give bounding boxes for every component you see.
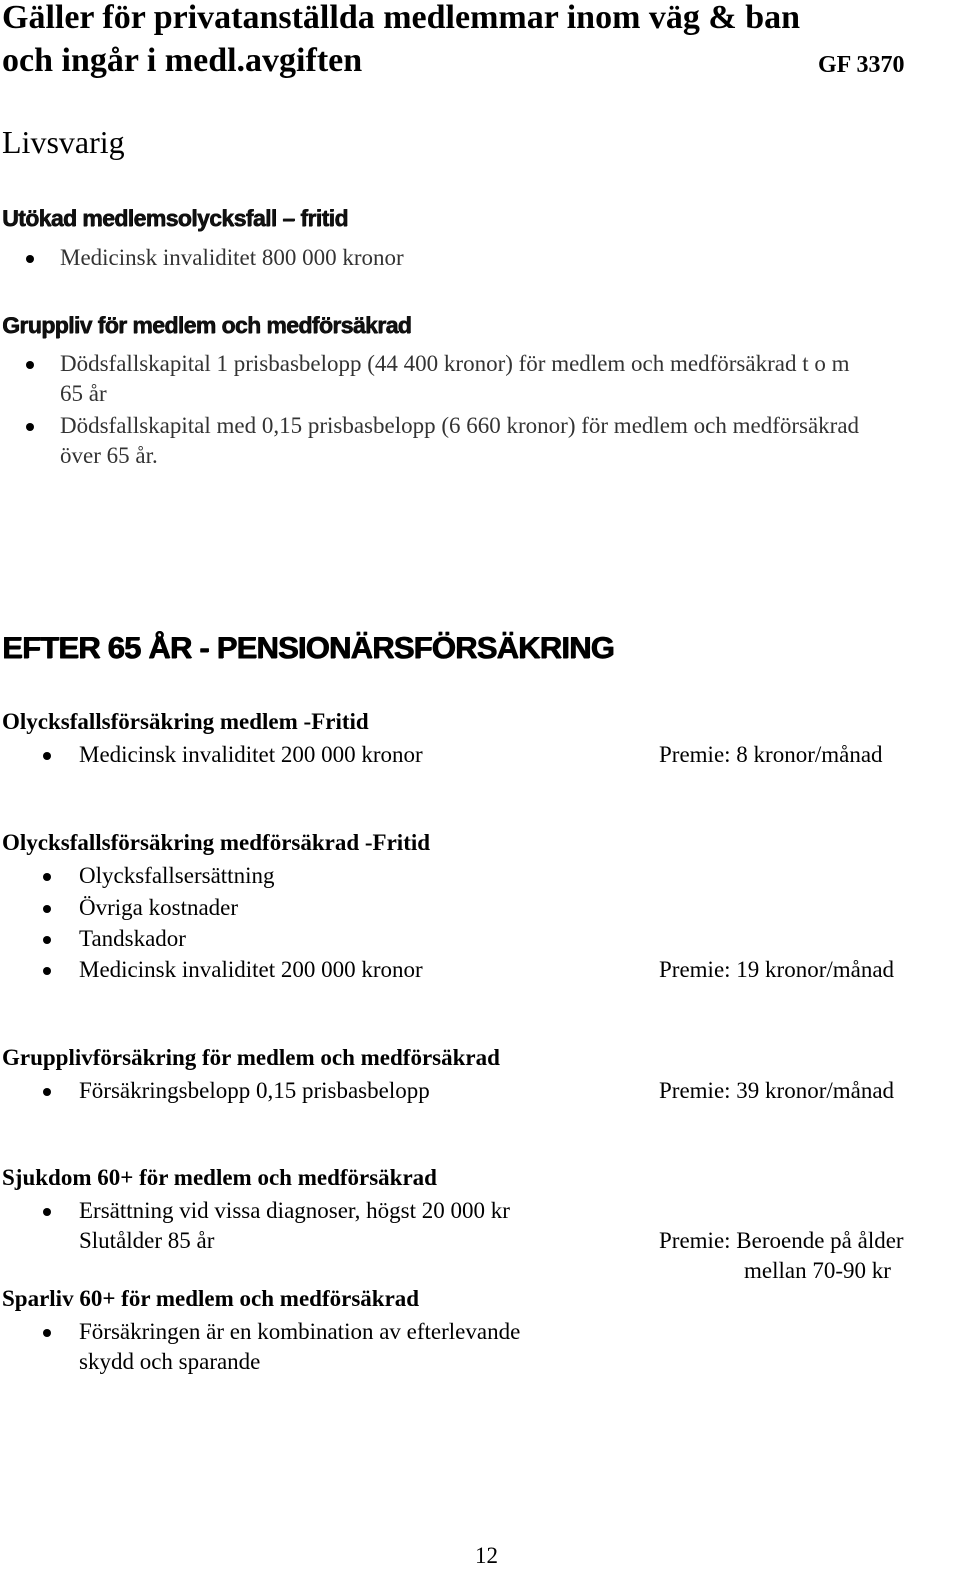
bullet bbox=[26, 423, 34, 431]
livsvarig-label: Livsvarig bbox=[2, 124, 125, 160]
sjukdom-item: Ersättning vid vissa diagnoser, högst 20 000 kr bbox=[79, 1198, 510, 1223]
gruppliv-heading: Gruppliv för medlem och medförsäkrad bbox=[2, 312, 412, 338]
bullet bbox=[26, 361, 34, 369]
sparliv-heading: Sparliv 60+ för medlem och medförsäkrad bbox=[2, 1286, 420, 1311]
olycks-medforsakrad-item: Olycksfallsersättning bbox=[79, 863, 275, 888]
bullet bbox=[43, 752, 51, 760]
bullet bbox=[43, 1208, 51, 1216]
bullet bbox=[43, 967, 51, 975]
olycks-medlem-premium: Premie: 8 kronor/månad bbox=[659, 742, 883, 767]
olycks-medforsakrad-item: Tandskador bbox=[79, 926, 186, 951]
bullet bbox=[43, 873, 51, 881]
olycks-medlem-item: Medicinsk invaliditet 200 000 kronor bbox=[79, 742, 423, 767]
grupplivforsakring-premium: Premie: 39 kronor/månad bbox=[659, 1078, 895, 1103]
bullet bbox=[43, 905, 51, 913]
after65-heading: EFTER 65 ÅR - PENSIONÄRSFÖRSÄKRING bbox=[2, 630, 614, 665]
sjukdom-item-cont: Slutålder 85 år bbox=[79, 1228, 215, 1253]
gruppliv-item2-line2: över 65 år. bbox=[60, 443, 158, 468]
gruppliv-item1-line1: Dödsfallskapital 1 prisbasbelopp (44 400 kronor) för medlem och medförsäkrad t o m bbox=[60, 351, 850, 376]
sjukdom-premium-line2: mellan 70-90 kr bbox=[744, 1258, 891, 1283]
utokad-item: Medicinsk invaliditet 800 000 kronor bbox=[60, 245, 404, 270]
olycks-medforsakrad-premium: Premie: 19 kronor/månad bbox=[659, 957, 895, 982]
bullet bbox=[26, 255, 34, 263]
olycks-medlem-heading: Olycksfallsförsäkring medlem -Fritid bbox=[2, 709, 369, 734]
grupplivforsakring-heading: Grupplivförsäkring för medlem och medförsäkrad bbox=[2, 1045, 500, 1070]
page-number: 12 bbox=[475, 1543, 498, 1568]
grupplivforsakring-item: Försäkringsbelopp 0,15 prisbasbelopp bbox=[79, 1078, 430, 1103]
sjukdom-premium-line1: Premie: Beroende på ålder bbox=[659, 1228, 904, 1253]
gruppliv-item2-line1: Dödsfallskapital med 0,15 prisbasbelopp (6 660 kronor) för medlem och medförsäkrad bbox=[60, 413, 860, 438]
gruppliv-item1-line2: 65 år bbox=[60, 381, 107, 406]
utokad-heading: Utökad medlemsolycksfall – fritid bbox=[2, 205, 348, 231]
olycks-medforsakrad-item: Medicinsk invaliditet 200 000 kronor bbox=[79, 957, 423, 982]
sparliv-item-line1: Försäkringen är en kombination av efterlevande bbox=[79, 1319, 521, 1344]
document-code: GF 3370 bbox=[818, 52, 905, 78]
page-title-line2: och ingår i medl.avgiften bbox=[2, 42, 363, 79]
bullet bbox=[43, 1329, 51, 1337]
bullet bbox=[43, 936, 51, 944]
sparliv-item-line2: skydd och sparande bbox=[79, 1349, 261, 1374]
olycks-medforsakrad-item: Övriga kostnader bbox=[79, 895, 239, 920]
page-title-line1: Gäller för privatanställda medlemmar inom väg & ban bbox=[2, 0, 801, 36]
sjukdom-heading: Sjukdom 60+ för medlem och medförsäkrad bbox=[2, 1165, 437, 1190]
olycks-medforsakrad-heading: Olycksfallsförsäkring medförsäkrad -Fritid bbox=[2, 830, 431, 855]
bullet bbox=[43, 1088, 51, 1096]
